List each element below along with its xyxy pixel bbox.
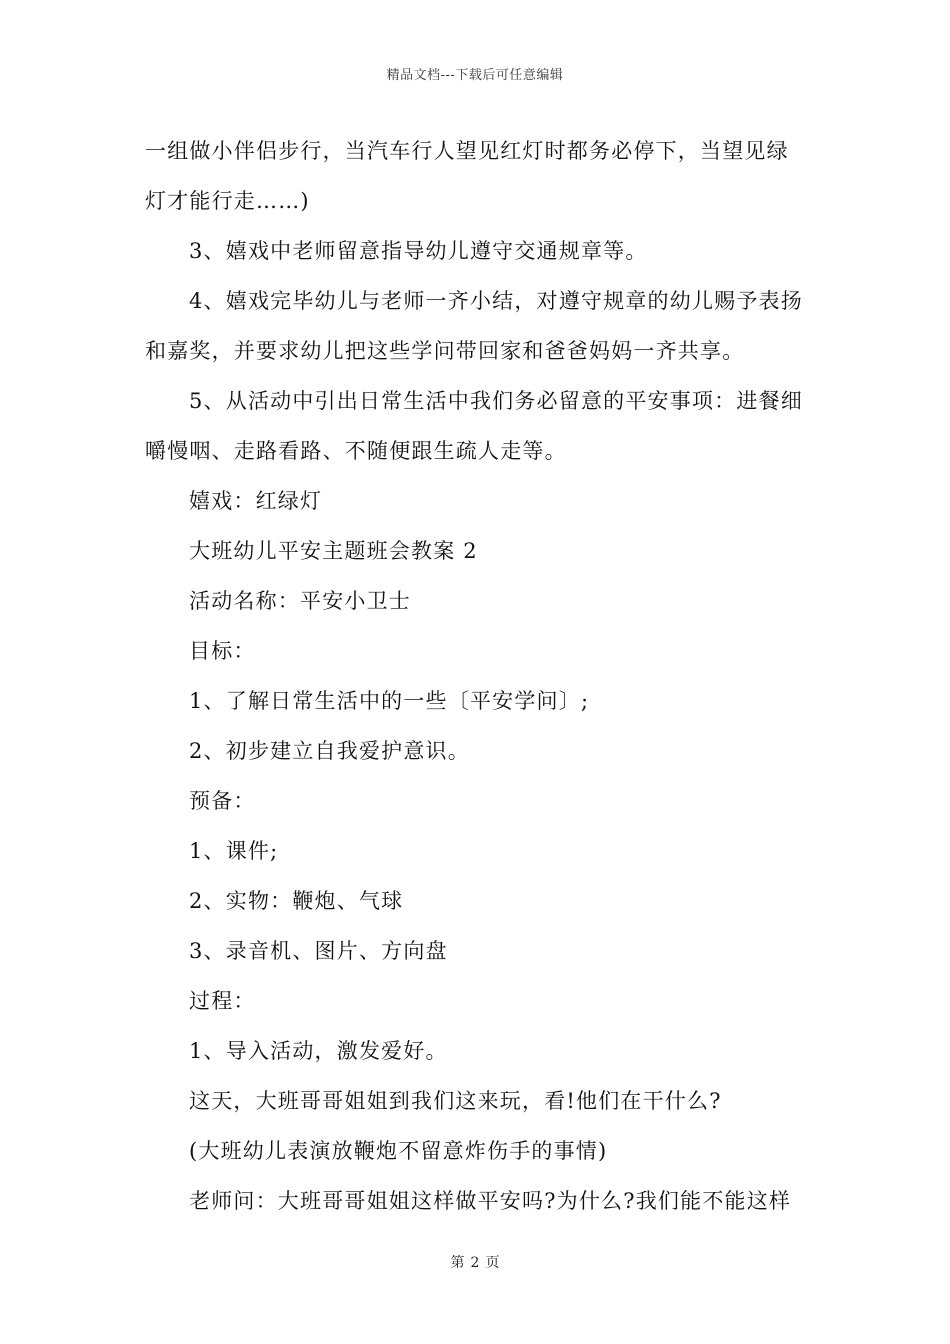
paragraph-line: 活动名称：平安小卫士 — [189, 589, 411, 613]
paragraph-line: 老师问：大班哥哥姐姐这样做平安吗?为什么?我们能不能这样 — [189, 1189, 792, 1213]
paragraph-line: 嬉戏：红绿灯 — [189, 489, 323, 513]
paragraph-line: 和嘉奖，并要求幼儿把这些学问带回家和爸爸妈妈一齐共享。 — [145, 339, 745, 363]
paragraph-line: 1、了解日常生活中的一些〔平安学问〕; — [189, 689, 590, 713]
paragraph-line: 灯才能行走……) — [145, 189, 310, 213]
paragraph-line: 5、从活动中引出日常生活中我们务必留意的平安事项：进餐细 — [189, 389, 803, 413]
paragraph-line: (大班幼儿表演放鞭炮不留意炸伤手的事情) — [189, 1139, 608, 1163]
paragraph-line: 1、课件; — [189, 839, 279, 863]
page-number-suffix: 页 — [485, 1255, 500, 1271]
paragraph-line: 目标： — [189, 639, 256, 663]
document-body — [145, 126, 810, 1226]
page-header: 精品文档---下载后可任意编辑 — [386, 68, 564, 83]
paragraph-line: 3、嬉戏中老师留意指导幼儿遵守交通规章等。 — [189, 239, 648, 263]
paragraph-line: 过程： — [189, 989, 256, 1013]
paragraph-line: 嚼慢咽、走路看路、不随便跟生疏人走等。 — [145, 439, 567, 463]
paragraph-line: 一组做小伴侣步行，当汽车行人望见红灯时都务必停下，当望见绿 — [145, 139, 789, 163]
page-number: 2 — [470, 1255, 480, 1271]
paragraph-line: 2、实物：鞭炮、气球 — [189, 889, 404, 913]
paragraph-line: 1、导入活动，激发爱好。 — [189, 1039, 448, 1063]
paragraph-line: 2、初步建立自我爱护意识。 — [189, 739, 470, 763]
paragraph-line: 预备： — [189, 789, 256, 813]
paragraph-line: 3、录音机、图片、方向盘 — [189, 939, 448, 963]
section-title: 大班幼儿平安主题班会教案 2 — [189, 539, 478, 563]
page-number-prefix: 第 — [450, 1255, 465, 1271]
page-footer — [0, 1252, 950, 1272]
paragraph-line: 4、嬉戏完毕幼儿与老师一齐小结，对遵守规章的幼儿赐予表扬 — [189, 289, 803, 313]
paragraph-line: 这天，大班哥哥姐姐到我们这来玩，看!他们在干什么? — [189, 1089, 722, 1113]
